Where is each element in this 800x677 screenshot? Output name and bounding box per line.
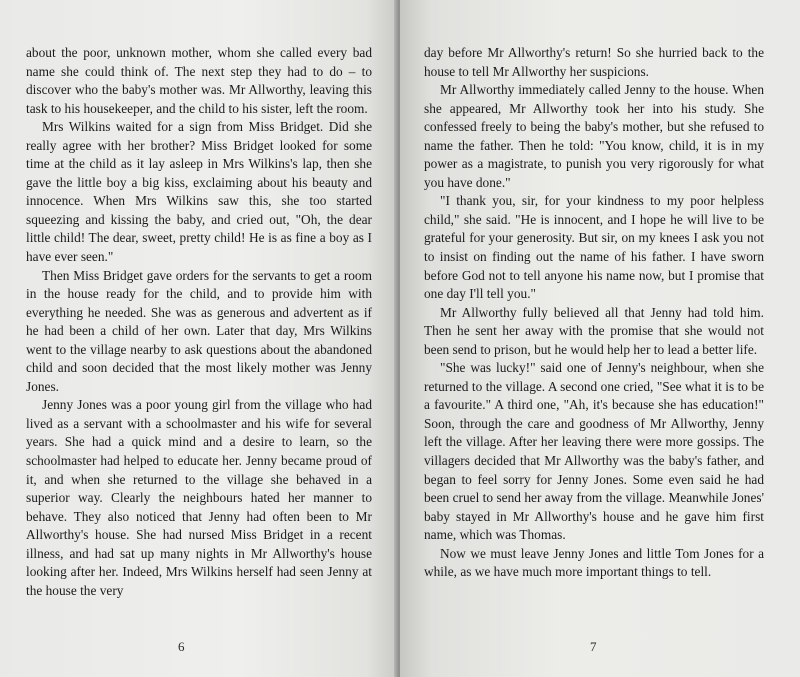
paragraph: Mr Allworthy fully believed all that Jenny had told him. Then he sent her away with the promise that she would not been send to prison, but he would help her to lead a better life. [424, 304, 764, 357]
paragraph: Then Miss Bridget gave orders for the servants to get a room in the house ready for the child, and to provide him with everything he needed. She was as generous and advertent as if he had been a child of her own. Later that day, Mrs Wilkins went to the village nearby to ask questions about the abandoned child and soon decided that the most likely mother was Jenny Jones. [26, 267, 372, 394]
paragraph: Jenny Jones was a poor young girl from the village who had lived as a servant with a schoolmaster and his wife for several years. She had a quick mind and a desire to learn, so the schoolmaster had helped to educate her. Jenny became proud of it, and when she returned to the village she behaved in a superior way. Clearly the neighbours hated her manner to behave. They also noticed that Jenny had often been to Mr Allworthy's house. She had nursed Miss Bridget in a recent illness, and had sat up many nights in Mr Allworthy's house looking after her. Indeed, Mrs Wilkins herself had seen Jenny at the house the very [26, 397, 372, 598]
paragraph: "I thank you, sir, for your kindness to my poor helpless child," she said. "He is innocent, and I hope he will live to be grateful for your generosity. But sir, on my knees I ask you not to insist on finding out the name of his father. I have sworn before God not to tell anyone his name now, but I promise that one day I'll tell you." [424, 193, 764, 302]
paragraph: Mr Allworthy immediately called Jenny to the house. When she appeared, Mr Allworthy took her into his study. She confessed freely to being the baby's mother, but she refused to name the father. Then he told: "You know, child, it is in my power as a magistrate, to punish you very rigorously for what you have done." [424, 82, 764, 190]
left-page [0, 0, 398, 677]
paragraph: Now we must leave Jenny Jones and little Tom Jones for a while, as we have much more important things to tell. [424, 545, 764, 580]
right-page [400, 0, 800, 677]
paragraph: day before Mr Allworthy's return! So she hurried back to the house to tell Mr Allworthy her suspicions. [424, 45, 764, 79]
page-number: 7 [590, 639, 597, 654]
left-page-text [26, 44, 372, 600]
right-page-text [424, 44, 764, 582]
paragraph: about the poor, unknown mother, whom she called every bad name she could think of. The next step they had to do – to discover who the baby's mother was. Mr Allworthy, leaving this task to his housekeeper, and the child to his sister, left the room. [26, 45, 372, 116]
paragraph: "She was lucky!" said one of Jenny's neighbour, when she returned to the village. A second one cried, "See what it is to be a favourite." A third one, "Ah, it's because she has education!" Soon, through the care and goodness of Mr Allworthy, Jenny left the village. After her leaving there were more gossips. The villagers decided that Mr Allworthy was the baby's father, and began to feel sorry for Jenny Jones. Some even said he had been cruel to send her away from the village. Meanwhile Jones' baby stayed in Mr Allworthy's house and he gave him first name, which was Thomas. [424, 360, 764, 543]
page-number: 6 [178, 639, 185, 654]
paragraph: Mrs Wilkins waited for a sign from Miss Bridget. Did she really agree with her brother? Miss Bridget looked for some time at the child as it lay asleep in Mrs Wilkins's lap, then she gave the little boy a big kiss, exclaiming about his beauty and innocence. When Mrs Wilkins saw this, she too started squeezing and kissing the baby, and cried out, "Oh, the dear little child! The dear, sweet, pretty child! He is as fine a boy as I have ever seen." [26, 119, 372, 265]
